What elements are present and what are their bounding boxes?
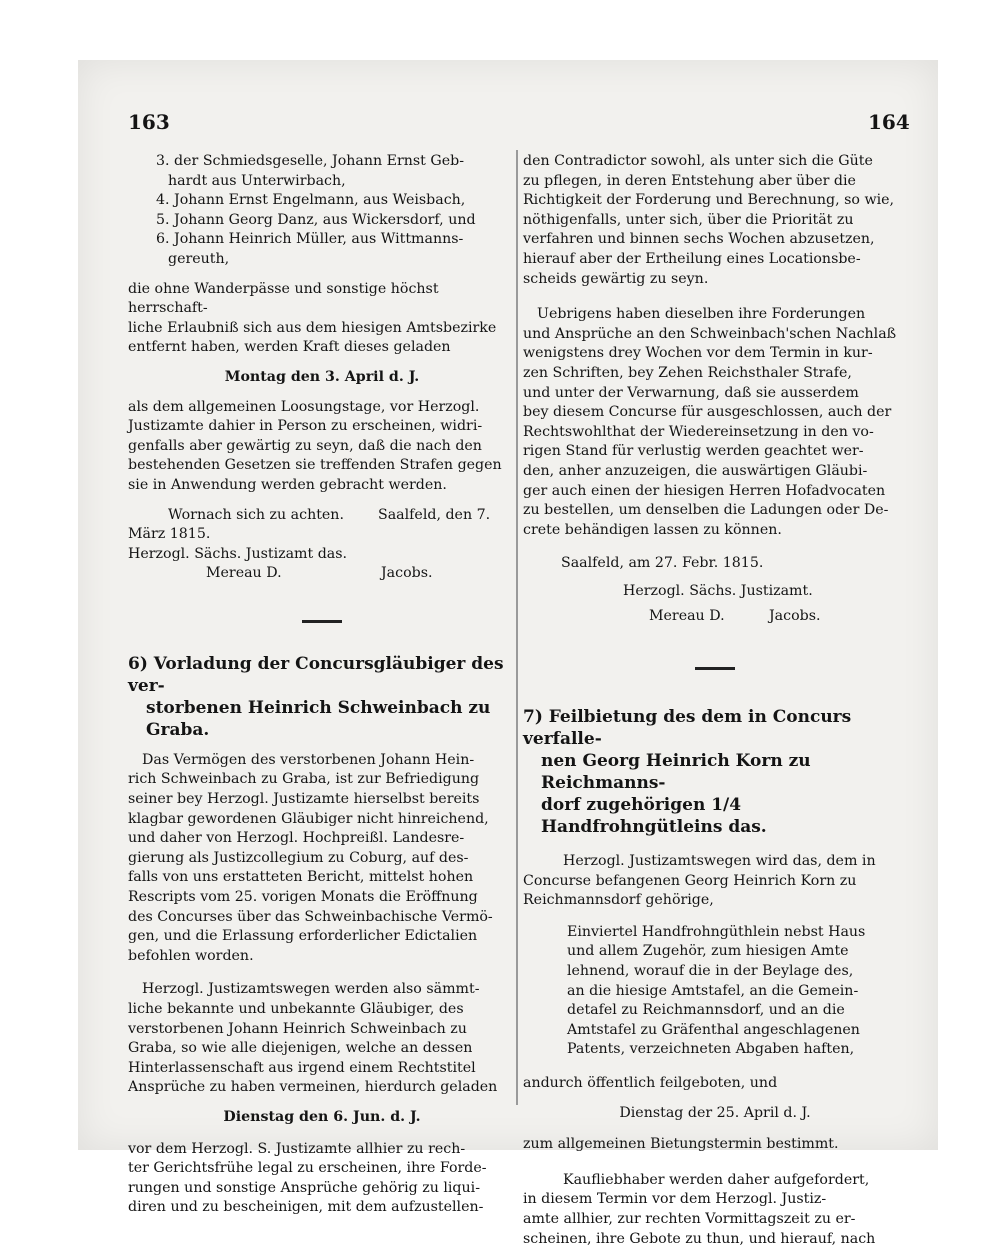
text-line: lehnend, worauf die in der Beylage des, [567,963,854,980]
list-item: 3. der Schmiedsgeselle, Johann Ernst Geb- [156,153,464,169]
list-item: 4. Johann Ernst Engelmann, aus Weisbach, [156,192,466,209]
list-item: hardt aus Unterwirbach, [168,172,346,189]
closing-note: Wornach sich zu achten. [168,506,344,523]
text-line: Einviertel Handfrohngüthlein nebst Haus [567,923,866,940]
paragraph [128,398,516,496]
text-line: und allem Zugehör, zum hiesigen Amte [567,943,849,960]
text-line: bey diesem Concurse für ausgeschlossen, auch der [523,404,892,421]
text-line: die ohne Wanderpässe und sonstige höchst herrschaft- [128,280,439,317]
text-line: Kaufliebhaber werden daher aufgefordert, [563,1171,870,1188]
list-item: gereuth, [168,250,230,267]
heading-line: 6) Vorladung der Concursgläubiger des ver- [128,653,504,696]
text-line: befohlen worden. [128,947,254,964]
text-line: crete behändigen lassen zu können. [523,521,782,538]
text-line: rigen Stand für verlustig werden geachtet wer- [523,443,864,460]
text-line: liche Erlaubniß sich aus dem hiesigen Amtsbezirke [128,319,497,336]
section-heading [128,653,516,741]
paragraph [523,305,907,540]
text-line: Amtstafel zu Gräfenthal angeschlagenen [567,1021,860,1038]
text-line: vor dem Herzogl. S. Justizamte allhier zu rech- [128,1140,466,1157]
text-line: Rescripts vom 25. vorigen Monats die Eröffnung [128,889,478,906]
summons-date: Dienstag den 6. Jun. d. J. [223,1108,421,1125]
page-number-left: 163 [128,110,170,134]
text-line: Herzogl. Justizamtswegen werden also sämmt- [142,981,480,998]
dateline: Saalfeld, am 27. Febr. 1815. [561,555,764,572]
signature-office: Herzogl. Sächs. Justizamt das. [128,545,348,562]
text-line: nöthigenfalls, unter sich, über die Priorität zu [523,211,854,228]
signature-name: Mereau D. [649,608,725,625]
text-line: rungen und sonstige Ansprüche gehörig zu liqui- [128,1179,480,1196]
text-line: falls von uns erstatteten Bericht, mittelst hohen [128,869,474,886]
text-line: als dem allgemeinen Loosungstage, vor Herzogl. [128,398,480,415]
signature-names [128,564,516,584]
text-line: in diesem Termin vor dem Herzogl. Justiz- [523,1191,827,1208]
heading-line: dorf zugehörigen 1/4 Handfrohngütleins das. [541,795,767,838]
paragraph [128,980,516,1098]
summons-date: Montag den 3. April d. J. [224,368,420,385]
paragraph [523,1171,907,1249]
text-line: scheinen, ihre Gebote zu thun, und hierauf, nach [523,1230,876,1247]
text-line: Rechtswohlthat der Wiedereinsetzung in den vo- [523,423,874,440]
text-line: ger auch einen der hiesigen Herren Hofadvocaten [523,482,886,499]
text-line: wenigstens drey Wochen vor dem Termin in kur- [523,345,873,362]
text-line: des Concurses über das Schweinbachische Vermö- [128,908,493,925]
section-heading [523,706,907,838]
signature-name: Mereau D. [206,565,282,582]
text-line: rich Schweinbach zu Graba, ist zur Befriedigung [128,771,480,788]
text-line: liche bekannte und unbekannte Gläubiger, des [128,1001,464,1017]
text-line: hierauf aber der Ertheilung eines Locationsbe- [523,250,861,267]
text-line: bestehenden Gesetzen sie treffenden Strafen gegen [128,457,502,474]
paragraph [128,280,516,358]
text-line: Hinterlassenschaft aus irgend einem Rechtstitel [128,1059,476,1076]
closing-line [128,506,516,526]
text-line: Justizamte dahier in Person zu erscheinen, widri- [128,418,483,435]
text-line: zu pflegen, in deren Entstehung aber über die [523,172,856,189]
text-line: und daher von Herzogl. Hochpreißl. Landesre- [128,830,465,847]
heading-line: 7) Feilbietung des dem in Concurs verfalle- [523,707,852,750]
text-line: klagbar gewordenen Gläubiger nicht hinreichend, [128,810,489,827]
text-line: verstorbenen Johann Heinrich Schweinbach zu [128,1020,467,1037]
text-line: den, anher anzuzeigen, die auswärtigen Gläubi- [523,462,868,479]
text-line: entfernt haben, werden Kraft dieses geladen [128,339,451,356]
text-line: amte allhier, zur rechten Vormittagszeit zu er- [523,1210,856,1227]
right-column [523,152,907,1249]
text-line: Patents, verzeichneten Abgaben haften, [567,1041,855,1058]
text-line: Das Vermögen des verstorbenen Johann Hein- [142,751,475,768]
closing-date: März 1815. [128,526,211,543]
left-column [128,152,516,1218]
text-line: Ansprüche zu haben vermeinen, hierdurch geladen [128,1079,498,1096]
text-line: andurch öffentlich feilgeboten, und [523,1075,778,1091]
paragraph [523,152,907,289]
text-line: detafel zu Reichmannsdorf, und an die [567,1002,845,1019]
text-line: Uebrigens haben dieselben ihre Forderungen [537,306,866,323]
text-line: Herzogl. Justizamtswegen wird das, dem in [563,853,876,870]
text-line: Reichmannsdorf gehörige, [523,892,714,909]
text-line: zen Schriften, bey Zehen Reichsthaler Strafe, [523,364,852,381]
summons-list [128,152,516,270]
text-line: seiner bey Herzogl. Justizamte hierselbst bereits [128,791,480,808]
signature-name: Jacobs. [769,608,821,625]
text-line: Graba, so wie alle diejenigen, welche an dessen [128,1040,473,1057]
text-line: scheids gewärtig zu seyn. [523,270,709,287]
text-line: diren und zu bescheinigen, mit dem aufzustellen- [128,1199,484,1216]
text-line: und unter der Verwarnung, daß sie ausserdem [523,384,859,401]
signature-name: Jacobs. [381,565,433,582]
text-line: sie in Anwendung werden gebracht werden. [128,476,447,493]
paragraph [128,751,516,967]
text-line: Concurse befangenen Georg Heinrich Korn zu [523,872,857,889]
heading-line: nen Georg Heinrich Korn zu Reichmanns- [541,751,811,794]
text-line: genfalls aber gewärtig zu seyn, daß die nach den [128,437,482,454]
text-line: und Ansprüche an den Schweinbach'schen Nachlaß [523,325,897,342]
page-number-right: 164 [868,110,910,134]
text-line: den Contradictor sowohl, als unter sich die Güte [523,153,873,169]
text-line: gierung als Justizcollegium zu Coburg, auf des- [128,849,469,866]
paragraph [523,852,907,911]
auction-date: Dienstag der 25. April d. J. [619,1104,811,1121]
closing-place-date: Saalfeld, den 7. [378,506,491,523]
heading-line: storbenen Heinrich Schweinbach zu Graba. [146,697,491,740]
signature-office: Herzogl. Sächs. Justizamt. [623,582,813,599]
list-item: 6. Johann Heinrich Müller, aus Wittmanns- [156,231,464,248]
signature-names [523,607,907,627]
text-line: Richtigkeit der Forderung und Berechnung, so wie, [523,192,895,209]
column-gutter [516,150,518,1105]
text-line: ter Gerichtsfrühe legal zu erscheinen, ihre Forde- [128,1160,487,1177]
list-item: 5. Johann Georg Danz, aus Wickersdorf, und [156,211,476,228]
paragraph [128,1140,516,1218]
property-description [523,923,907,1060]
text-line: gen, und die Erlassung erforderlicher Edictalien [128,928,478,945]
text-line: zu bestellen, um denselben die Ladungen oder De- [523,502,889,519]
section-divider [302,620,342,623]
text-line: verfahren und binnen sechs Wochen abzusetzen, [523,231,875,248]
section-divider [695,667,735,670]
text-line: an die hiesige Amtstafel, an die Gemein- [567,982,859,999]
text-line: zum allgemeinen Bietungstermin bestimmt. [523,1136,839,1153]
